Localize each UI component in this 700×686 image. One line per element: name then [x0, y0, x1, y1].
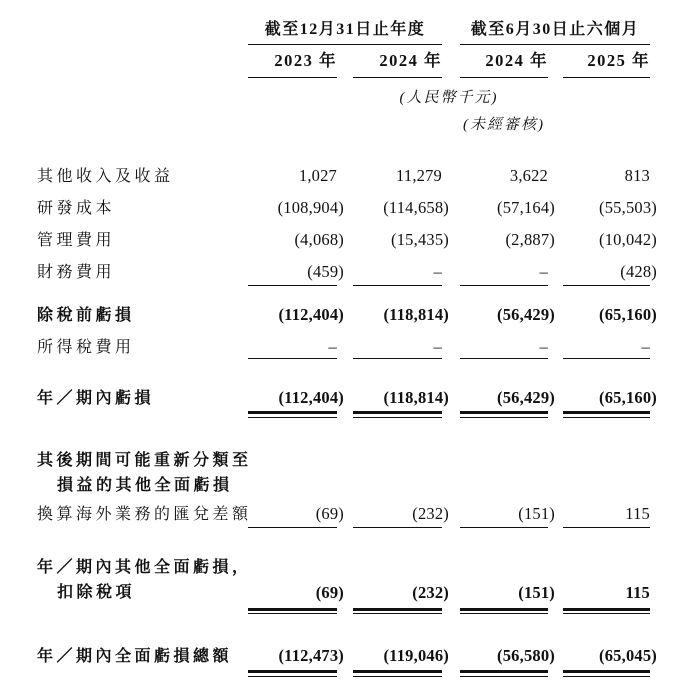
- value-2024h1: –: [539, 262, 548, 281]
- row-label-line2: 扣除稅項: [57, 583, 136, 601]
- table-row-other-comprehensive-loss: [37, 555, 650, 605]
- value-2024h1: (56,429): [497, 305, 555, 324]
- value-2024: –: [433, 262, 442, 281]
- value-2023: (112,404): [278, 388, 344, 407]
- value-2025h1: –: [641, 337, 650, 356]
- row-label: 除稅前虧損: [37, 307, 135, 324]
- column-group-header-row: [37, 20, 650, 40]
- row-label-line1: 年／期內其他全面虧損，: [37, 558, 252, 576]
- value-2025h1: (55,503): [599, 198, 657, 217]
- column-group-title-annual: 截至12月31日止年度: [264, 21, 426, 38]
- value-2023: (459): [307, 262, 344, 281]
- double-rule-row: [37, 608, 650, 615]
- value-2023: (69): [315, 503, 344, 523]
- year-header-2024: 2024 年: [379, 51, 442, 70]
- unit-note: (人民幣千元): [399, 90, 499, 106]
- value-2025h1: 813: [624, 166, 650, 185]
- row-label: 其他收入及收益: [37, 168, 174, 185]
- value-2023: –: [328, 337, 337, 356]
- table-row-exchange-differences: [37, 498, 650, 530]
- value-2023: (112,473): [278, 646, 344, 665]
- value-2023: (112,404): [278, 305, 344, 324]
- table-row-total-comprehensive-loss: [37, 640, 657, 672]
- value-2024: 11,279: [396, 166, 442, 185]
- value-2024: (232): [412, 582, 449, 602]
- value-2025h1: 115: [625, 582, 650, 602]
- value-2024: –: [433, 337, 442, 356]
- audit-note: (未經審核): [463, 117, 545, 133]
- row-label: 財務費用: [37, 264, 116, 281]
- value-2024h1: (151): [518, 582, 555, 602]
- value-2024: (118,814): [383, 305, 449, 324]
- value-2023: (69): [315, 582, 344, 602]
- value-2025h1: (65,160): [599, 388, 657, 407]
- row-label: 年／期內虧損: [37, 390, 155, 407]
- value-2025h1: 115: [625, 503, 650, 523]
- value-2024: (118,814): [383, 388, 449, 407]
- value-2023: 1,027: [298, 166, 337, 185]
- section-header-oci-reclassifiable: [37, 448, 650, 498]
- group-underline-row: [37, 44, 650, 45]
- value-2024h1: –: [539, 337, 548, 356]
- row-label: 所得稅費用: [37, 339, 135, 356]
- value-2024: (232): [412, 503, 449, 523]
- column-group-title-interim: 截至6月30日止六個月: [470, 21, 640, 38]
- value-2025h1: (428): [620, 262, 657, 281]
- group-underline-interim: [460, 44, 650, 45]
- value-2025h1: (65,045): [599, 646, 657, 665]
- value-2024: (15,435): [391, 230, 449, 249]
- value-2024h1: (57,164): [497, 198, 555, 217]
- table-row-loss-before-tax: [37, 299, 657, 331]
- audit-note-row: [37, 107, 650, 134]
- table-row-loss-for-period: [37, 382, 657, 414]
- value-2024h1: (56,580): [497, 646, 555, 665]
- unit-note-row: [37, 78, 650, 107]
- year-header-2024-interim: 2024 年: [485, 51, 548, 70]
- year-header-2023: 2023 年: [274, 51, 337, 70]
- value-2024h1: (56,429): [497, 388, 555, 407]
- year-header-2025-interim: 2025 年: [587, 51, 650, 70]
- value-2023: (108,904): [277, 198, 344, 217]
- section-header-line2: 損益的其他全面虧損: [57, 476, 233, 494]
- value-2024: (114,658): [383, 198, 449, 217]
- table-row-finance-costs: [37, 256, 657, 288]
- value-2024: (119,046): [383, 646, 449, 665]
- value-2023: (4,068): [294, 230, 344, 249]
- section-header-line1: 其後期間可能重新分類至: [37, 451, 252, 469]
- value-2024h1: 3,622: [509, 166, 548, 185]
- row-label: 換算海外業務的匯兌差額: [37, 505, 252, 523]
- group-underline-annual: [248, 44, 442, 45]
- table-row-rd-costs: [37, 192, 657, 224]
- row-label: 研發成本: [37, 200, 116, 217]
- table-row-other-income: [37, 160, 650, 192]
- value-2025h1: (10,042): [599, 230, 657, 249]
- value-2025h1: (65,160): [599, 305, 657, 324]
- row-label: 管理費用: [37, 232, 116, 249]
- year-header-row: [37, 47, 650, 75]
- table-row-admin-expenses: [37, 224, 657, 256]
- row-label: 年／期內全面虧損總額: [37, 648, 233, 665]
- value-2024h1: (2,887): [505, 230, 555, 249]
- value-2024h1: (151): [518, 503, 555, 523]
